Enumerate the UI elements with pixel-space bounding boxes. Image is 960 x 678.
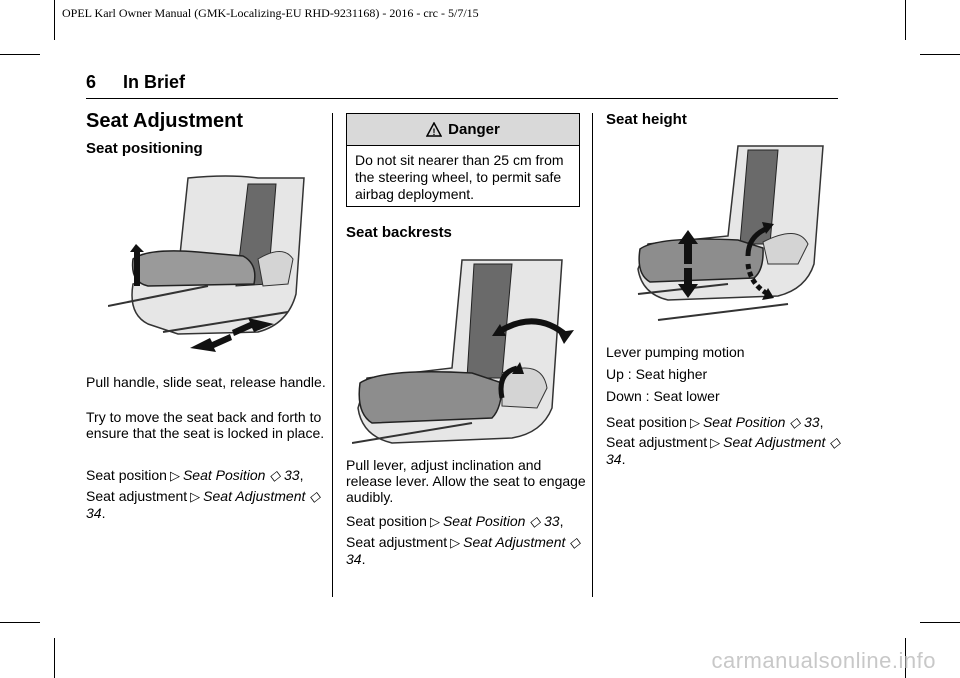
reference-label: Seat adjustment bbox=[346, 534, 448, 550]
page-pointer-icon: ◇ bbox=[789, 414, 801, 430]
reference-label: Seat adjustment bbox=[86, 488, 188, 504]
reference-label: Seat position bbox=[86, 467, 167, 483]
body-text: Pull lever, adjust inclination and release lever. Allow the seat to engage audibly. bbox=[346, 457, 586, 505]
reference-link[interactable]: Seat Adjustment bbox=[723, 434, 826, 450]
danger-box bbox=[346, 113, 580, 207]
triangle-pointer-icon: ▷ bbox=[429, 514, 440, 529]
page-pointer-icon: ◇ bbox=[569, 534, 581, 550]
reference-page[interactable]: 34 bbox=[606, 451, 622, 467]
page-pointer-icon: ◇ bbox=[529, 513, 541, 529]
cross-reference: Seat position ▷ Seat Position ◇ 33, bbox=[606, 414, 824, 430]
triangle-pointer-icon: ▷ bbox=[689, 415, 700, 430]
reference-page[interactable]: 34 bbox=[86, 505, 102, 521]
reference-label: Seat position bbox=[606, 414, 687, 430]
svg-text:!: ! bbox=[432, 127, 436, 137]
cross-reference: Seat adjustment ▷ Seat Adjustment ◇ 34. bbox=[346, 534, 581, 567]
body-text: Pull handle, slide seat, release handle. bbox=[86, 374, 326, 390]
crop-mark bbox=[920, 54, 960, 55]
body-text: Try to move the seat back and forth to ensure that the seat is locked in place. bbox=[86, 409, 325, 441]
reference-label: Seat position bbox=[346, 513, 427, 529]
subsection-heading: Seat positioning bbox=[86, 140, 203, 157]
danger-title: Danger bbox=[448, 121, 500, 138]
body-text: Up : Seat higher bbox=[606, 366, 708, 382]
cross-reference: Seat position ▷ Seat Position ◇ 33, bbox=[86, 467, 304, 483]
heading-rule bbox=[86, 98, 838, 99]
page-pointer-icon: ◇ bbox=[829, 434, 841, 450]
crop-mark bbox=[920, 622, 960, 623]
seat-height-illustration bbox=[628, 144, 826, 324]
page-number: 6 bbox=[86, 72, 97, 92]
section-heading: Seat Adjustment bbox=[86, 110, 244, 132]
triangle-pointer-icon: ▷ bbox=[190, 489, 201, 504]
danger-text: Do not sit nearer than 25 cm from the steering wheel, to permit safe airbag deployment. bbox=[355, 152, 564, 202]
reference-page[interactable]: 33 bbox=[284, 467, 300, 483]
crop-mark bbox=[0, 622, 40, 623]
cross-reference: Seat adjustment ▷ Seat Adjustment ◇ 34. bbox=[606, 434, 841, 467]
reference-page[interactable]: 34 bbox=[346, 551, 362, 567]
column-divider bbox=[332, 113, 333, 597]
page-pointer-icon: ◇ bbox=[309, 488, 321, 504]
watermark: carmanualsonline.info bbox=[711, 648, 936, 673]
reference-page[interactable]: 33 bbox=[544, 513, 560, 529]
subsection-heading: Seat height bbox=[606, 111, 687, 128]
document-header: OPEL Karl Owner Manual (GMK-Localizing-EU RHD-9231168) - 2016 - crc - 5/7/15 bbox=[62, 6, 479, 20]
reference-link[interactable]: Seat Adjustment bbox=[463, 534, 566, 550]
crop-mark bbox=[0, 54, 40, 55]
danger-header bbox=[347, 114, 579, 146]
triangle-pointer-icon: ▷ bbox=[450, 535, 461, 550]
triangle-pointer-icon: ▷ bbox=[169, 468, 180, 483]
page-heading bbox=[86, 72, 185, 93]
crop-mark bbox=[54, 0, 55, 40]
reference-link[interactable]: Seat Adjustment bbox=[203, 488, 306, 504]
arrow-slide-back-icon bbox=[190, 334, 232, 352]
warning-triangle-icon bbox=[426, 122, 442, 137]
reference-link[interactable]: Seat Position bbox=[702, 414, 786, 430]
cross-reference: Seat adjustment ▷ Seat Adjustment ◇ 34. bbox=[86, 488, 321, 521]
crop-mark bbox=[905, 0, 906, 40]
reference-link[interactable]: Seat Position bbox=[442, 513, 526, 529]
seat-positioning-illustration bbox=[108, 174, 310, 354]
body-text: Lever pumping motion bbox=[606, 344, 745, 360]
column-divider bbox=[592, 113, 593, 597]
reference-label: Seat adjustment bbox=[606, 434, 708, 450]
subsection-heading: Seat backrests bbox=[346, 224, 452, 241]
seat-backrest-illustration bbox=[352, 258, 576, 448]
crop-mark bbox=[54, 638, 55, 678]
page-pointer-icon: ◇ bbox=[269, 467, 281, 483]
reference-link[interactable]: Seat Position bbox=[182, 467, 266, 483]
body-text: Down : Seat lower bbox=[606, 388, 720, 404]
reference-page[interactable]: 33 bbox=[804, 414, 820, 430]
triangle-pointer-icon: ▷ bbox=[710, 435, 721, 450]
cross-reference: Seat position ▷ Seat Position ◇ 33, bbox=[346, 513, 564, 529]
section-title: In Brief bbox=[123, 72, 186, 92]
